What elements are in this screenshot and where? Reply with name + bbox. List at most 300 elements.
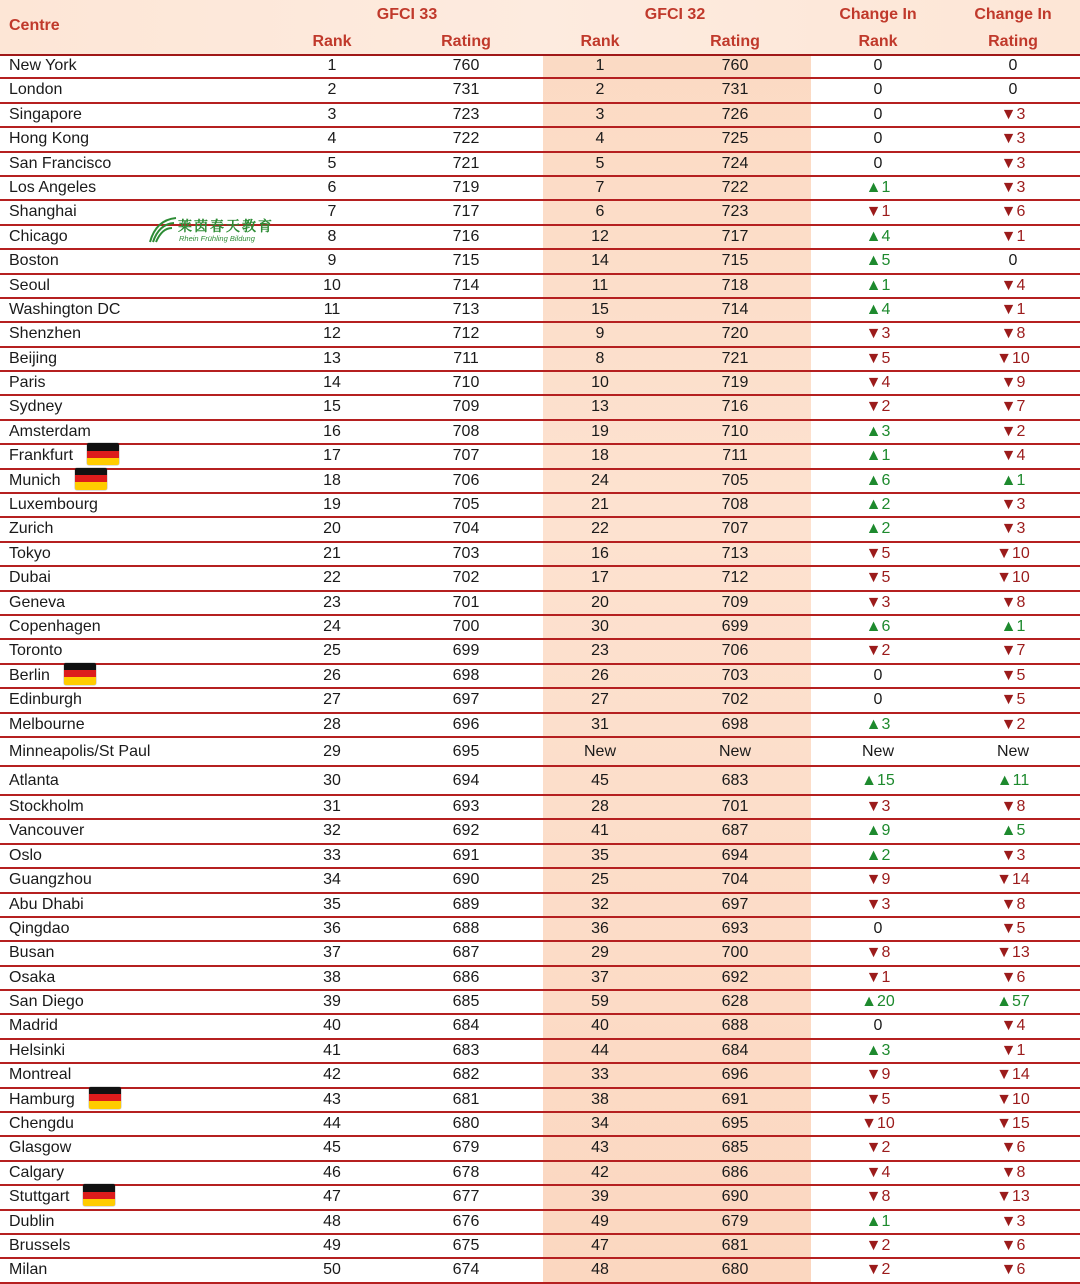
centre-name xyxy=(9,1162,64,1184)
centre-label: Beijing xyxy=(9,349,58,367)
rating-33-cell: 717 xyxy=(452,203,480,221)
centre-label: Stockholm xyxy=(9,797,84,815)
change-rating-cell: ▼3 xyxy=(1000,154,1026,172)
rank-33-cell: 11 xyxy=(323,300,341,318)
rating-32-cell: 690 xyxy=(721,1188,749,1206)
rating-32-cell: 722 xyxy=(721,178,749,196)
change-rating-cell: ▲5 xyxy=(1000,822,1026,840)
change-rating-cell: ▼8 xyxy=(1000,895,1026,913)
centre-name xyxy=(9,616,101,638)
rating-32-cell: 628 xyxy=(721,993,749,1011)
change-rank-cell: ▼2 xyxy=(865,398,891,416)
change-rank-cell: ▲1 xyxy=(865,1212,891,1230)
table-row xyxy=(0,128,1080,152)
rank-33-cell: 10 xyxy=(323,276,341,294)
centre-name xyxy=(9,1259,47,1281)
change-rating-cell: ▲1 xyxy=(1000,617,1026,635)
table-row xyxy=(0,1259,1080,1283)
table-row xyxy=(0,592,1080,616)
rating-33-cell: 674 xyxy=(452,1261,480,1279)
rank-33-cell: 34 xyxy=(323,871,341,889)
table-row xyxy=(0,1211,1080,1235)
rating-32-cell: 699 xyxy=(721,617,749,635)
centre-label: Toronto xyxy=(9,642,63,660)
rating-32-cell: 712 xyxy=(721,569,749,587)
change-rank-cell: ▲3 xyxy=(865,422,891,440)
rank-32-cell: 28 xyxy=(591,797,609,815)
rating-32-cell: 686 xyxy=(721,1163,749,1181)
rank-33-cell: 41 xyxy=(323,1041,341,1059)
rating-33-cell: 706 xyxy=(452,471,480,489)
centre-label: Amsterdam xyxy=(9,422,91,440)
rating-32-cell: 726 xyxy=(721,105,749,123)
germany-flag-icon xyxy=(83,1184,115,1206)
change-rating-cell: ▼6 xyxy=(1000,1261,1026,1279)
rating-32-cell: 760 xyxy=(721,57,749,74)
table-row xyxy=(0,665,1080,689)
rating-32-cell: 707 xyxy=(721,520,749,538)
centre-name xyxy=(9,714,85,736)
rank-33-cell: 20 xyxy=(323,520,341,538)
centre-name xyxy=(9,177,96,199)
header-change-rating: Rating xyxy=(988,33,1038,50)
header-rating-32: Rating xyxy=(710,33,760,50)
rank-32-cell: 40 xyxy=(591,1017,609,1035)
change-rating-cell: ▼6 xyxy=(1000,1139,1026,1157)
rank-32-cell: 44 xyxy=(591,1041,609,1059)
rating-33-cell: 697 xyxy=(452,691,480,709)
rank-33-cell: 38 xyxy=(323,968,341,986)
centre-label: Hong Kong xyxy=(9,130,90,148)
rank-32-cell: 38 xyxy=(591,1090,609,1108)
change-rating-cell: ▲57 xyxy=(996,993,1030,1011)
rating-32-cell: 695 xyxy=(721,1115,749,1133)
rating-33-cell: 694 xyxy=(452,771,480,789)
centre-name xyxy=(9,421,91,443)
rank-32-cell: 34 xyxy=(591,1115,609,1133)
rating-32-cell: 685 xyxy=(721,1139,749,1157)
rank-32-cell: 2 xyxy=(595,81,605,99)
change-rating-cell: ▼3 xyxy=(1000,178,1026,196)
centre-name xyxy=(9,1137,71,1159)
centre-name xyxy=(9,518,53,540)
table-row xyxy=(0,323,1080,347)
rating-32-cell: 700 xyxy=(721,944,749,962)
rank-32-cell: 42 xyxy=(591,1163,609,1181)
change-rank-cell: ▲1 xyxy=(865,447,891,465)
change-rank-cell: ▲4 xyxy=(865,227,891,245)
change-rating-cell: 0 xyxy=(1008,81,1018,99)
rating-32-cell: 694 xyxy=(721,846,749,864)
change-rating-cell: ▼13 xyxy=(996,944,1030,962)
rating-33-cell: 686 xyxy=(452,968,480,986)
rating-33-cell: 682 xyxy=(452,1066,480,1084)
change-rank-cell: ▲1 xyxy=(865,276,891,294)
rating-32-cell: 688 xyxy=(721,1017,749,1035)
table-row xyxy=(0,894,1080,918)
rating-32-cell: 724 xyxy=(721,154,749,172)
rating-32-cell: 679 xyxy=(721,1212,749,1230)
centre-name xyxy=(9,942,54,964)
rank-32-cell: 5 xyxy=(595,154,605,172)
rating-33-cell: 705 xyxy=(452,496,480,514)
centre-label: Copenhagen xyxy=(9,617,101,635)
rating-33-cell: 676 xyxy=(452,1212,480,1230)
change-rating-cell: ▼6 xyxy=(1000,968,1026,986)
change-rank-cell: ▼4 xyxy=(865,374,891,392)
rank-32-cell: 30 xyxy=(591,617,609,635)
centre-name xyxy=(9,348,57,370)
centre-label: Helsinki xyxy=(9,1041,66,1059)
rating-32-cell: New xyxy=(718,742,751,760)
centre-label: Dublin xyxy=(9,1212,55,1230)
rank-33-cell: 48 xyxy=(323,1212,341,1230)
centre-name xyxy=(9,738,150,765)
centre-label: Shanghai xyxy=(9,203,77,221)
table-row xyxy=(0,348,1080,372)
rating-33-cell: 715 xyxy=(452,252,480,270)
rating-33-cell: 684 xyxy=(452,1017,480,1035)
table-row xyxy=(0,396,1080,420)
table-row xyxy=(0,967,1080,991)
change-rank-cell: ▼1 xyxy=(865,968,891,986)
centre-label: Washington DC xyxy=(9,300,121,318)
watermark-logo xyxy=(148,214,283,246)
rank-33-cell: 33 xyxy=(323,846,341,864)
centre-name xyxy=(9,494,98,516)
rating-32-cell: 716 xyxy=(721,398,749,416)
centre-label: Tokyo xyxy=(9,544,51,562)
rating-33-cell: 709 xyxy=(452,398,480,416)
change-rating-cell: ▼6 xyxy=(1000,1236,1026,1254)
rating-33-cell: 760 xyxy=(452,57,480,74)
change-rating-cell: ▼8 xyxy=(1000,1163,1026,1181)
change-rating-cell: ▼8 xyxy=(1000,325,1026,343)
change-rating-cell: New xyxy=(996,742,1029,760)
rating-33-cell: 681 xyxy=(452,1090,480,1108)
rating-32-cell: 706 xyxy=(721,642,749,660)
table-row xyxy=(0,1186,1080,1210)
rating-32-cell: 696 xyxy=(721,1066,749,1084)
rank-32-cell: 49 xyxy=(591,1212,609,1230)
table-row xyxy=(0,1040,1080,1064)
centre-name xyxy=(9,592,65,614)
rating-33-cell: 683 xyxy=(452,1041,480,1059)
rating-33-cell: 698 xyxy=(452,666,480,684)
centre-name xyxy=(9,1015,58,1037)
rating-33-cell: 695 xyxy=(452,742,480,760)
germany-flag-icon xyxy=(75,468,107,490)
rank-32-cell: 32 xyxy=(591,895,609,913)
table-header xyxy=(0,0,1080,56)
rank-33-cell: 47 xyxy=(323,1188,341,1206)
centre-label: Dubai xyxy=(9,569,51,587)
rating-33-cell: 703 xyxy=(452,544,480,562)
change-rank-cell: ▲2 xyxy=(865,496,891,514)
centre-label: Shenzhen xyxy=(9,325,82,343)
rating-32-cell: 709 xyxy=(721,593,749,611)
change-rank-cell: ▼9 xyxy=(865,1066,891,1084)
centre-name xyxy=(9,1186,115,1208)
change-rating-cell: 0 xyxy=(1008,252,1018,270)
change-rank-cell: 0 xyxy=(873,666,883,684)
rank-33-cell: 17 xyxy=(323,447,341,465)
change-rating-cell: ▼1 xyxy=(1000,227,1026,245)
centre-name xyxy=(9,1211,54,1233)
change-rank-cell: ▼2 xyxy=(865,1261,891,1279)
rank-33-cell: 7 xyxy=(327,203,337,221)
change-rank-cell: ▼2 xyxy=(865,642,891,660)
change-rating-cell: ▼10 xyxy=(996,569,1030,587)
rank-33-cell: 15 xyxy=(323,398,341,416)
rank-32-cell: 48 xyxy=(591,1261,609,1279)
centre-label: Brussels xyxy=(9,1236,71,1254)
change-rank-cell: ▲9 xyxy=(865,822,891,840)
rating-32-cell: 697 xyxy=(721,895,749,913)
centre-label: Oslo xyxy=(9,846,42,864)
rank-33-cell: 42 xyxy=(323,1066,341,1084)
rank-32-cell: 20 xyxy=(591,593,609,611)
rank-33-cell: 2 xyxy=(327,81,337,99)
rank-33-cell: 43 xyxy=(323,1090,341,1108)
rating-32-cell: 708 xyxy=(721,496,749,514)
rank-33-cell: 27 xyxy=(323,691,341,709)
centre-label: Seoul xyxy=(9,276,50,294)
change-rating-cell: ▼1 xyxy=(1000,1041,1026,1059)
centre-label: New York xyxy=(9,57,77,74)
change-rank-cell: ▲3 xyxy=(865,1041,891,1059)
table-row xyxy=(0,616,1080,640)
rank-32-cell: 35 xyxy=(591,846,609,864)
rank-32-cell: 29 xyxy=(591,944,609,962)
rank-33-cell: 5 xyxy=(327,154,337,172)
rating-33-cell: 711 xyxy=(453,349,479,367)
rank-32-cell: 59 xyxy=(591,993,609,1011)
change-rating-cell: ▼4 xyxy=(1000,276,1026,294)
rating-33-cell: 691 xyxy=(452,846,480,864)
centre-label: Atlanta xyxy=(9,771,59,789)
rating-33-cell: 688 xyxy=(452,919,480,937)
header-change-in-rank-top: Change In xyxy=(839,6,917,23)
centre-name xyxy=(9,250,59,272)
change-rank-cell: New xyxy=(861,742,894,760)
centre-name xyxy=(9,567,51,589)
rank-33-cell: 26 xyxy=(323,666,341,684)
rating-33-cell: 675 xyxy=(452,1236,480,1254)
rank-33-cell: 23 xyxy=(323,593,341,611)
centre-name xyxy=(9,967,55,989)
change-rank-cell: 0 xyxy=(873,130,883,148)
rank-32-cell: 23 xyxy=(591,642,609,660)
table-row xyxy=(0,640,1080,664)
rating-33-cell: 704 xyxy=(452,520,480,538)
change-rating-cell: ▼8 xyxy=(1000,593,1026,611)
centre-label: Milan xyxy=(9,1261,48,1279)
change-rating-cell: ▼5 xyxy=(1000,666,1026,684)
change-rating-cell: ▼3 xyxy=(1000,130,1026,148)
rank-33-cell: 32 xyxy=(323,822,341,840)
change-rank-cell: ▲20 xyxy=(861,993,895,1011)
rank-32-cell: 26 xyxy=(591,666,609,684)
centre-name xyxy=(9,104,82,126)
centre-name xyxy=(9,55,77,77)
rank-32-cell: 36 xyxy=(591,919,609,937)
rank-33-cell: 18 xyxy=(323,471,341,489)
rating-32-cell: 720 xyxy=(721,325,749,343)
change-rating-cell: ▼4 xyxy=(1000,447,1026,465)
rating-32-cell: 725 xyxy=(721,130,749,148)
germany-flag-icon xyxy=(64,663,96,685)
rating-32-cell: 719 xyxy=(721,374,749,392)
rating-32-cell: 717 xyxy=(721,227,749,245)
rating-32-cell: 698 xyxy=(721,715,749,733)
change-rating-cell: ▼2 xyxy=(1000,422,1026,440)
centre-label: Munich xyxy=(9,471,61,489)
centre-name xyxy=(9,79,62,101)
logo-text: 莱茵春天教育 xyxy=(178,219,274,235)
change-rating-cell: ▼13 xyxy=(996,1188,1030,1206)
rank-33-cell: 36 xyxy=(323,919,341,937)
rank-33-cell: 3 xyxy=(327,105,337,123)
rating-32-cell: 718 xyxy=(721,276,749,294)
rank-32-cell: 14 xyxy=(591,252,609,270)
rating-32-cell: 691 xyxy=(721,1090,749,1108)
change-rank-cell: ▼2 xyxy=(865,1236,891,1254)
centre-name xyxy=(9,128,89,150)
rank-32-cell: 9 xyxy=(595,325,605,343)
change-rating-cell: ▼10 xyxy=(996,1090,1030,1108)
rank-32-cell: 43 xyxy=(591,1139,609,1157)
header-change-rank: Rank xyxy=(858,33,898,50)
centre-label: Zurich xyxy=(9,520,54,538)
centre-name xyxy=(9,1040,65,1062)
centre-label: Montreal xyxy=(9,1066,72,1084)
rating-33-cell: 685 xyxy=(452,993,480,1011)
change-rating-cell: 0 xyxy=(1008,57,1018,74)
change-rating-cell: ▲1 xyxy=(1000,471,1026,489)
centre-label: Boston xyxy=(9,252,59,270)
table-row xyxy=(0,869,1080,893)
rank-33-cell: 28 xyxy=(323,715,341,733)
rank-32-cell: 37 xyxy=(591,968,609,986)
rating-32-cell: 687 xyxy=(721,822,749,840)
change-rank-cell: 0 xyxy=(873,57,883,74)
rating-33-cell: 689 xyxy=(452,895,480,913)
rank-33-cell: 50 xyxy=(323,1261,341,1279)
rating-32-cell: 713 xyxy=(721,544,749,562)
rating-33-cell: 731 xyxy=(452,81,480,99)
centre-name xyxy=(9,445,119,467)
table-row xyxy=(0,567,1080,591)
rank-32-cell: 45 xyxy=(591,771,609,789)
rating-32-cell: 692 xyxy=(721,968,749,986)
change-rank-cell: ▼9 xyxy=(865,871,891,889)
rank-32-cell: 13 xyxy=(591,398,609,416)
change-rank-cell: 0 xyxy=(873,105,883,123)
rating-33-cell: 692 xyxy=(452,822,480,840)
table-row xyxy=(0,299,1080,323)
rank-32-cell: 8 xyxy=(595,349,605,367)
rank-32-cell: 6 xyxy=(595,203,605,221)
centre-label: Stuttgart xyxy=(9,1188,70,1206)
rating-32-cell: 684 xyxy=(721,1041,749,1059)
rank-33-cell: 29 xyxy=(323,742,341,760)
table-row xyxy=(0,55,1080,79)
centre-name xyxy=(9,275,50,297)
table-row xyxy=(0,1015,1080,1039)
rank-32-cell: 24 xyxy=(591,471,609,489)
rating-33-cell: 690 xyxy=(452,871,480,889)
centre-label: Glasgow xyxy=(9,1139,72,1157)
rating-32-cell: 710 xyxy=(721,422,749,440)
rank-32-cell: 21 xyxy=(591,496,609,514)
table-row xyxy=(0,714,1080,738)
change-rank-cell: ▼5 xyxy=(865,544,891,562)
rank-33-cell: 1 xyxy=(327,57,337,74)
rating-32-cell: 705 xyxy=(721,471,749,489)
centre-name xyxy=(9,396,62,418)
table-row xyxy=(0,421,1080,445)
change-rating-cell: ▲11 xyxy=(996,771,1030,789)
table-row xyxy=(0,1089,1080,1113)
rank-33-cell: 4 xyxy=(327,130,337,148)
rating-33-cell: 699 xyxy=(452,642,480,660)
rating-32-cell: 714 xyxy=(721,300,749,318)
germany-flag-icon xyxy=(89,1087,121,1109)
rank-33-cell: 24 xyxy=(323,617,341,635)
rank-32-cell: 4 xyxy=(595,130,605,148)
rating-33-cell: 687 xyxy=(452,944,480,962)
centre-name xyxy=(9,1089,121,1111)
rank-32-cell: 39 xyxy=(591,1188,609,1206)
header-rank-33: Rank xyxy=(312,33,352,50)
change-rating-cell: ▼7 xyxy=(1000,398,1026,416)
table-row xyxy=(0,767,1080,796)
rank-32-cell: 7 xyxy=(595,178,605,196)
rank-33-cell: 40 xyxy=(323,1017,341,1035)
centre-name xyxy=(9,845,42,867)
centre-label: London xyxy=(9,81,63,99)
rank-33-cell: 35 xyxy=(323,895,341,913)
rating-33-cell: 707 xyxy=(452,447,480,465)
change-rank-cell: 0 xyxy=(873,691,883,709)
rank-33-cell: 21 xyxy=(323,544,341,562)
centre-name xyxy=(9,1064,71,1086)
change-rank-cell: ▼4 xyxy=(865,1163,891,1181)
change-rank-cell: 0 xyxy=(873,154,883,172)
table-row xyxy=(0,942,1080,966)
rank-32-cell: New xyxy=(583,742,616,760)
rank-33-cell: 39 xyxy=(323,993,341,1011)
change-rating-cell: ▼10 xyxy=(996,544,1030,562)
rating-33-cell: 708 xyxy=(452,422,480,440)
rating-33-cell: 693 xyxy=(452,797,480,815)
rank-33-cell: 14 xyxy=(323,374,341,392)
rank-33-cell: 16 xyxy=(323,422,341,440)
centre-name xyxy=(9,323,81,345)
table-row xyxy=(0,250,1080,274)
centre-name xyxy=(9,796,84,818)
centre-label: Madrid xyxy=(9,1017,58,1035)
centre-label: Minneapolis/St Paul xyxy=(9,742,151,760)
change-rating-cell: ▼4 xyxy=(1000,1017,1026,1035)
change-rating-cell: ▼10 xyxy=(996,349,1030,367)
rank-33-cell: 25 xyxy=(323,642,341,660)
rank-32-cell: 47 xyxy=(591,1236,609,1254)
rank-32-cell: 41 xyxy=(591,822,609,840)
change-rank-cell: ▼10 xyxy=(861,1115,895,1133)
table-row xyxy=(0,275,1080,299)
